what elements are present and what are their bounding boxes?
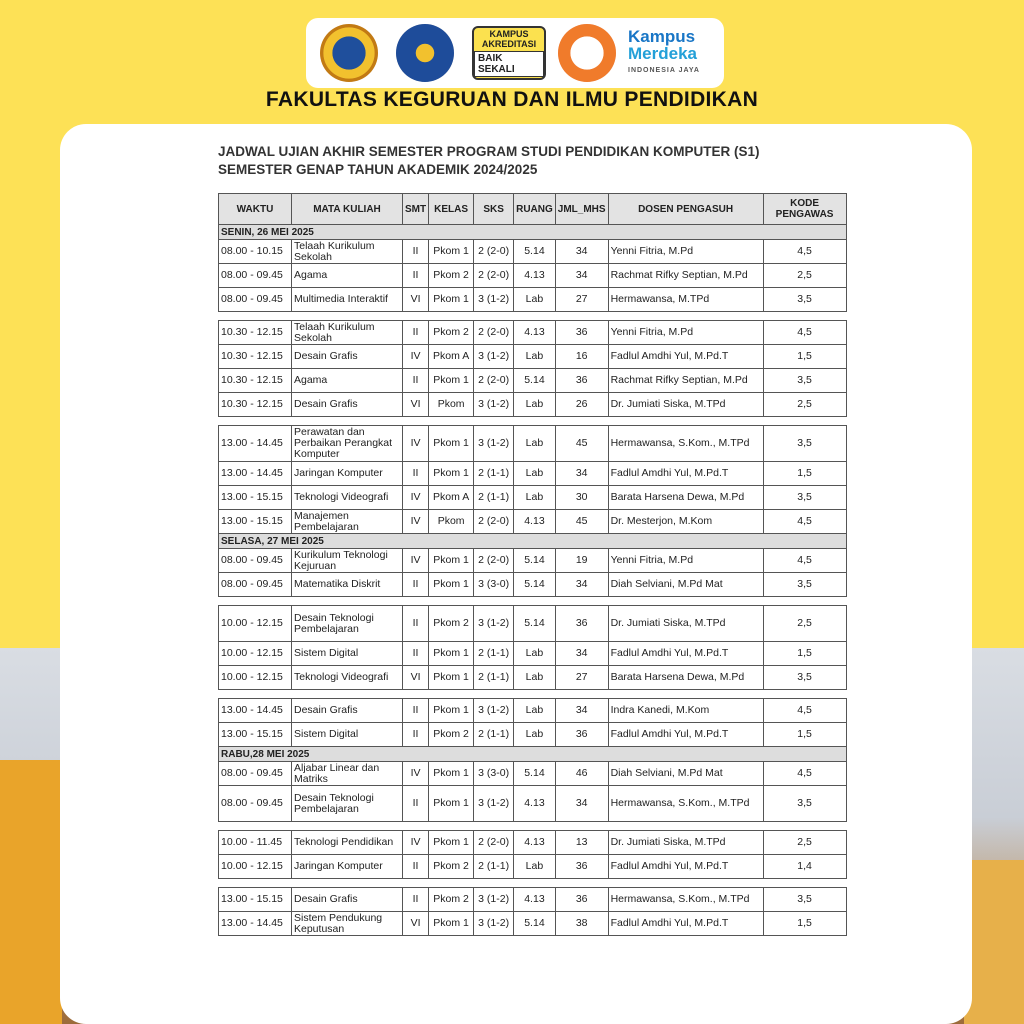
cell-kelas: Pkom A [429, 345, 474, 369]
cell-waktu: 10.00 - 12.15 [219, 666, 292, 690]
cell-smt: IV [403, 486, 429, 510]
cell-sks: 2 (2-0) [474, 549, 514, 573]
cell-kelas: Pkom 1 [429, 666, 474, 690]
cell-mata-kuliah: Agama [292, 264, 403, 288]
logo-bar [306, 18, 724, 88]
cell-kode-pengawas: 4,5 [763, 321, 846, 345]
university-seal-logo [320, 22, 378, 84]
cell-waktu: 08.00 - 09.45 [219, 549, 292, 573]
cell-kode-pengawas: 1,5 [763, 462, 846, 486]
cell-dosen: Hermawansa, S.Kom., M.TPd [608, 888, 763, 912]
university-seal-icon [320, 24, 378, 82]
cell-sks: 3 (1-2) [474, 345, 514, 369]
cell-smt: IV [403, 549, 429, 573]
accreditation-label: BAIK SEKALI [474, 51, 544, 77]
cell-sks: 3 (1-2) [474, 426, 514, 462]
ranking-seal-icon [558, 24, 616, 82]
cell-mata-kuliah: Manajemen Pembelajaran [292, 510, 403, 534]
cell-kelas: Pkom [429, 393, 474, 417]
cell-smt: VI [403, 393, 429, 417]
table-row [219, 888, 847, 912]
cell-kelas: Pkom [429, 510, 474, 534]
cell-dosen: Dr. Jumiati Siska, M.TPd [608, 831, 763, 855]
cell-dosen: Rachmat Rifky Septian, M.Pd [608, 369, 763, 393]
cell-kelas: Pkom 1 [429, 240, 474, 264]
cell-ruang: Lab [514, 462, 556, 486]
cell-jml-mhs: 38 [555, 912, 608, 936]
cell-kode-pengawas: 1,5 [763, 345, 846, 369]
cell-smt: VI [403, 288, 429, 312]
cell-waktu: 13.00 - 15.15 [219, 486, 292, 510]
cell-smt: II [403, 888, 429, 912]
cell-kelas: Pkom 1 [429, 426, 474, 462]
cell-smt: II [403, 723, 429, 747]
cell-dosen: Hermawansa, M.TPd [608, 288, 763, 312]
cell-waktu: 13.00 - 14.45 [219, 426, 292, 462]
cell-kode-pengawas: 3,5 [763, 666, 846, 690]
document-title-line1: JADWAL UJIAN AKHIR SEMESTER PROGRAM STUDI PENDIDIKAN KOMPUTER (S1) [218, 144, 760, 159]
cell-waktu: 10.00 - 11.45 [219, 831, 292, 855]
cell-jml-mhs: 30 [555, 486, 608, 510]
spacer-cell [219, 822, 847, 831]
cell-mata-kuliah: Perawatan dan Perbaikan Perangkat Komputer [292, 426, 403, 462]
cell-smt: II [403, 642, 429, 666]
document-title [218, 143, 760, 179]
cell-smt: VI [403, 912, 429, 936]
table-row [219, 606, 847, 642]
table-row [219, 264, 847, 288]
cell-jml-mhs: 34 [555, 642, 608, 666]
table-row [219, 666, 847, 690]
table-row [219, 831, 847, 855]
cell-sks: 2 (2-0) [474, 240, 514, 264]
cell-mata-kuliah: Desain Grafis [292, 888, 403, 912]
cell-jml-mhs: 19 [555, 549, 608, 573]
cell-jml-mhs: 16 [555, 345, 608, 369]
cell-sks: 2 (2-0) [474, 369, 514, 393]
cell-ruang: 4.13 [514, 321, 556, 345]
cell-ruang: Lab [514, 642, 556, 666]
cell-ruang: 5.14 [514, 606, 556, 642]
cell-ruang: Lab [514, 288, 556, 312]
cell-kode-pengawas: 3,5 [763, 486, 846, 510]
cell-mata-kuliah: Kurikulum Teknologi Kejuruan [292, 549, 403, 573]
background-building-right [964, 860, 1024, 1024]
cell-kode-pengawas: 2,5 [763, 606, 846, 642]
col-kelas: KELAS [429, 194, 474, 225]
col-ruang: RUANG [514, 194, 556, 225]
cell-mata-kuliah: Telaah Kurikulum Sekolah [292, 321, 403, 345]
table-row [219, 462, 847, 486]
cell-waktu: 08.00 - 09.45 [219, 786, 292, 822]
spacer-row [219, 690, 847, 699]
cell-mata-kuliah: Teknologi Pendidikan [292, 831, 403, 855]
cell-ruang: Lab [514, 393, 556, 417]
cell-smt: IV [403, 831, 429, 855]
cell-kelas: Pkom 1 [429, 288, 474, 312]
cell-waktu: 10.30 - 12.15 [219, 345, 292, 369]
table-row [219, 786, 847, 822]
cell-smt: IV [403, 426, 429, 462]
accreditation-mid: AKREDITASI [481, 39, 537, 49]
cell-kelas: Pkom 1 [429, 573, 474, 597]
cell-mata-kuliah: Telaah Kurikulum Sekolah [292, 240, 403, 264]
cell-mata-kuliah: Desain Grafis [292, 699, 403, 723]
kampus-word: Kampus [628, 26, 696, 46]
cell-smt: VI [403, 666, 429, 690]
cell-ruang: 4.13 [514, 510, 556, 534]
cell-sks: 3 (1-2) [474, 606, 514, 642]
spacer-row [219, 879, 847, 888]
cell-kelas: Pkom 2 [429, 264, 474, 288]
cell-sks: 3 (1-2) [474, 288, 514, 312]
cell-ruang: Lab [514, 855, 556, 879]
spacer-cell [219, 417, 847, 426]
cell-smt: II [403, 462, 429, 486]
table-row [219, 426, 847, 462]
cell-kelas: Pkom 1 [429, 762, 474, 786]
cell-mata-kuliah: Jaringan Komputer [292, 462, 403, 486]
cell-jml-mhs: 34 [555, 264, 608, 288]
cell-dosen: Fadlul Amdhi Yul, M.Pd.T [608, 723, 763, 747]
cell-kelas: Pkom 1 [429, 549, 474, 573]
cell-kelas: Pkom 1 [429, 786, 474, 822]
cell-waktu: 10.30 - 12.15 [219, 321, 292, 345]
table-row [219, 510, 847, 534]
cell-sks: 3 (1-2) [474, 786, 514, 822]
table-body [219, 225, 847, 936]
cell-dosen: Fadlul Amdhi Yul, M.Pd.T [608, 345, 763, 369]
table-row [219, 642, 847, 666]
cell-kelas: Pkom 2 [429, 855, 474, 879]
cell-dosen: Barata Harsena Dewa, M.Pd [608, 486, 763, 510]
cell-mata-kuliah: Desain Grafis [292, 345, 403, 369]
exam-schedule-table [218, 193, 847, 936]
cell-kode-pengawas: 3,5 [763, 426, 846, 462]
cell-sks: 2 (1-1) [474, 462, 514, 486]
cell-mata-kuliah: Jaringan Komputer [292, 855, 403, 879]
cell-dosen: Fadlul Amdhi Yul, M.Pd.T [608, 912, 763, 936]
col-kode-pengawas: KODE PENGAWAS [763, 194, 846, 225]
day-label: RABU,28 MEI 2025 [219, 747, 847, 762]
cell-mata-kuliah: Sistem Pendukung Keputusan [292, 912, 403, 936]
cell-sks: 3 (1-2) [474, 699, 514, 723]
cell-kelas: Pkom 2 [429, 888, 474, 912]
cell-smt: II [403, 606, 429, 642]
cell-sks: 2 (1-1) [474, 855, 514, 879]
spacer-cell [219, 879, 847, 888]
cell-dosen: Dr. Jumiati Siska, M.TPd [608, 393, 763, 417]
cell-jml-mhs: 36 [555, 606, 608, 642]
cell-ruang: 5.14 [514, 912, 556, 936]
spacer-row [219, 822, 847, 831]
cell-jml-mhs: 34 [555, 699, 608, 723]
cell-dosen: Yenni Fitria, M.Pd [608, 240, 763, 264]
col-smt: SMT [403, 194, 429, 225]
table-row [219, 762, 847, 786]
background-building-left [0, 760, 62, 1024]
cell-dosen: Hermawansa, S.Kom., M.TPd [608, 786, 763, 822]
cell-kode-pengawas: 2,5 [763, 393, 846, 417]
cell-kode-pengawas: 4,5 [763, 240, 846, 264]
cell-ruang: Lab [514, 699, 556, 723]
cell-kelas: Pkom A [429, 486, 474, 510]
cell-jml-mhs: 26 [555, 393, 608, 417]
day-label: SELASA, 27 MEI 2025 [219, 534, 847, 549]
cell-kode-pengawas: 4,5 [763, 510, 846, 534]
cell-sks: 3 (3-0) [474, 762, 514, 786]
cell-kode-pengawas: 3,5 [763, 573, 846, 597]
cell-waktu: 10.30 - 12.15 [219, 393, 292, 417]
cell-sks: 2 (2-0) [474, 510, 514, 534]
cell-kelas: Pkom 1 [429, 642, 474, 666]
cell-kode-pengawas: 1,5 [763, 723, 846, 747]
cell-jml-mhs: 36 [555, 855, 608, 879]
cell-mata-kuliah: Agama [292, 369, 403, 393]
cell-kelas: Pkom 1 [429, 912, 474, 936]
cell-dosen: Dr. Mesterjon, M.Kom [608, 510, 763, 534]
cell-dosen: Fadlul Amdhi Yul, M.Pd.T [608, 855, 763, 879]
cell-waktu: 13.00 - 14.45 [219, 462, 292, 486]
day-header-row [219, 747, 847, 762]
table-header-row [219, 194, 847, 225]
cell-ruang: 4.13 [514, 786, 556, 822]
cell-ruang: 5.14 [514, 573, 556, 597]
spacer-cell [219, 312, 847, 321]
cell-jml-mhs: 36 [555, 888, 608, 912]
table-row [219, 393, 847, 417]
table-row [219, 855, 847, 879]
cell-kode-pengawas: 2,5 [763, 831, 846, 855]
cell-ruang: 5.14 [514, 369, 556, 393]
cell-mata-kuliah: Desain Teknologi Pembelajaran [292, 606, 403, 642]
cell-kode-pengawas: 4,5 [763, 699, 846, 723]
cell-kode-pengawas: 4,5 [763, 549, 846, 573]
cell-dosen: Indra Kanedi, M.Kom [608, 699, 763, 723]
cell-kelas: Pkom 2 [429, 321, 474, 345]
cell-smt: II [403, 321, 429, 345]
table-row [219, 321, 847, 345]
cell-kode-pengawas: 1,5 [763, 912, 846, 936]
cell-waktu: 08.00 - 10.15 [219, 240, 292, 264]
cell-mata-kuliah: Desain Teknologi Pembelajaran [292, 786, 403, 822]
cell-jml-mhs: 45 [555, 510, 608, 534]
cell-sks: 2 (2-0) [474, 264, 514, 288]
faculty-title: FAKULTAS KEGURUAN DAN ILMU PENDIDIKAN [265, 88, 759, 111]
cell-smt: II [403, 786, 429, 822]
cell-mata-kuliah: Teknologi Videografi [292, 666, 403, 690]
cell-smt: II [403, 573, 429, 597]
cell-ruang: 4.13 [514, 888, 556, 912]
cell-kode-pengawas: 3,5 [763, 369, 846, 393]
cell-waktu: 10.00 - 12.15 [219, 606, 292, 642]
cell-dosen: Hermawansa, S.Kom., M.TPd [608, 426, 763, 462]
cell-sks: 3 (3-0) [474, 573, 514, 597]
col-dosen: DOSEN PENGASUH [608, 194, 763, 225]
table-row [219, 486, 847, 510]
cell-kode-pengawas: 1,5 [763, 642, 846, 666]
cell-kelas: Pkom 1 [429, 462, 474, 486]
cell-ruang: 4.13 [514, 831, 556, 855]
day-header-row [219, 225, 847, 240]
cell-dosen: Dr. Jumiati Siska, M.TPd [608, 606, 763, 642]
cell-sks: 2 (1-1) [474, 723, 514, 747]
cell-mata-kuliah: Aljabar Linear dan Matriks [292, 762, 403, 786]
cell-sks: 3 (1-2) [474, 888, 514, 912]
cell-ruang: 5.14 [514, 762, 556, 786]
accreditation-logo [472, 22, 546, 84]
cell-kelas: Pkom 2 [429, 723, 474, 747]
cell-mata-kuliah: Teknologi Videografi [292, 486, 403, 510]
cell-sks: 2 (2-0) [474, 321, 514, 345]
cell-kode-pengawas: 3,5 [763, 786, 846, 822]
document-title-line2: SEMESTER GENAP TAHUN AKADEMIK 2024/2025 [218, 162, 538, 177]
cell-jml-mhs: 36 [555, 723, 608, 747]
cell-smt: II [403, 699, 429, 723]
cell-kelas: Pkom 1 [429, 699, 474, 723]
table-row [219, 288, 847, 312]
cell-smt: II [403, 264, 429, 288]
table-row [219, 240, 847, 264]
cell-sks: 2 (1-1) [474, 486, 514, 510]
cell-dosen: Fadlul Amdhi Yul, M.Pd.T [608, 462, 763, 486]
cell-dosen: Barata Harsena Dewa, M.Pd [608, 666, 763, 690]
cell-kelas: Pkom 1 [429, 831, 474, 855]
table-row [219, 369, 847, 393]
cell-waktu: 13.00 - 14.45 [219, 699, 292, 723]
cell-dosen: Rachmat Rifky Septian, M.Pd [608, 264, 763, 288]
cell-jml-mhs: 46 [555, 762, 608, 786]
table-row [219, 549, 847, 573]
col-mata-kuliah: MATA KULIAH [292, 194, 403, 225]
cell-waktu: 13.00 - 15.15 [219, 510, 292, 534]
cell-mata-kuliah: Matematika Diskrit [292, 573, 403, 597]
spacer-cell [219, 690, 847, 699]
col-waktu: WAKTU [219, 194, 292, 225]
cell-ruang: 4.13 [514, 264, 556, 288]
cell-jml-mhs: 34 [555, 240, 608, 264]
cell-ruang: 5.14 [514, 240, 556, 264]
day-header-row [219, 534, 847, 549]
faculty-seal-logo [396, 22, 454, 84]
cell-smt: II [403, 855, 429, 879]
cell-waktu: 13.00 - 15.15 [219, 723, 292, 747]
cell-waktu: 13.00 - 15.15 [219, 888, 292, 912]
cell-waktu: 10.00 - 12.15 [219, 855, 292, 879]
cell-ruang: Lab [514, 426, 556, 462]
cell-dosen: Yenni Fitria, M.Pd [608, 321, 763, 345]
cell-dosen: Yenni Fitria, M.Pd [608, 549, 763, 573]
cell-jml-mhs: 36 [555, 369, 608, 393]
cell-mata-kuliah: Desain Grafis [292, 393, 403, 417]
spacer-row [219, 417, 847, 426]
cell-kode-pengawas: 1,4 [763, 855, 846, 879]
cell-sks: 3 (1-2) [474, 912, 514, 936]
cell-mata-kuliah: Multimedia Interaktif [292, 288, 403, 312]
spacer-row [219, 312, 847, 321]
cell-kelas: Pkom 1 [429, 369, 474, 393]
cell-smt: IV [403, 345, 429, 369]
day-label: SENIN, 26 MEI 2025 [219, 225, 847, 240]
cell-jml-mhs: 45 [555, 426, 608, 462]
cell-mata-kuliah: Sistem Digital [292, 642, 403, 666]
cell-ruang: Lab [514, 723, 556, 747]
cell-smt: IV [403, 510, 429, 534]
cell-jml-mhs: 13 [555, 831, 608, 855]
cell-smt: IV [403, 762, 429, 786]
cell-jml-mhs: 36 [555, 321, 608, 345]
kampus-merdeka-logo [628, 22, 700, 84]
merdeka-word: Merdeka [628, 43, 697, 63]
cell-mata-kuliah: Sistem Digital [292, 723, 403, 747]
cell-sks: 3 (1-2) [474, 393, 514, 417]
table-row [219, 573, 847, 597]
cell-jml-mhs: 34 [555, 573, 608, 597]
cell-sks: 2 (1-1) [474, 666, 514, 690]
cell-smt: II [403, 369, 429, 393]
cell-jml-mhs: 34 [555, 786, 608, 822]
cell-kode-pengawas: 3,5 [763, 888, 846, 912]
col-sks: SKS [474, 194, 514, 225]
col-jml-mhs: JML_MHS [555, 194, 608, 225]
cell-dosen: Diah Selviani, M.Pd Mat [608, 762, 763, 786]
cell-waktu: 08.00 - 09.45 [219, 762, 292, 786]
cell-waktu: 13.00 - 14.45 [219, 912, 292, 936]
cell-waktu: 10.30 - 12.15 [219, 369, 292, 393]
cell-jml-mhs: 27 [555, 288, 608, 312]
cell-ruang: Lab [514, 486, 556, 510]
faculty-seal-icon [396, 24, 454, 82]
cell-waktu: 08.00 - 09.45 [219, 264, 292, 288]
cell-dosen: Diah Selviani, M.Pd Mat [608, 573, 763, 597]
cell-sks: 2 (1-1) [474, 642, 514, 666]
table-row [219, 912, 847, 936]
cell-kelas: Pkom 2 [429, 606, 474, 642]
cell-kode-pengawas: 2,5 [763, 264, 846, 288]
cell-jml-mhs: 34 [555, 462, 608, 486]
spacer-cell [219, 597, 847, 606]
cell-ruang: 5.14 [514, 549, 556, 573]
ranking-seal-logo [558, 22, 616, 84]
cell-smt: II [403, 240, 429, 264]
cell-ruang: Lab [514, 345, 556, 369]
cell-jml-mhs: 27 [555, 666, 608, 690]
table-row [219, 699, 847, 723]
cell-waktu: 08.00 - 09.45 [219, 573, 292, 597]
cell-dosen: Fadlul Amdhi Yul, M.Pd.T [608, 642, 763, 666]
cell-sks: 2 (2-0) [474, 831, 514, 855]
cell-ruang: Lab [514, 666, 556, 690]
indonesia-jaya-word: INDONESIA JAYA [628, 66, 700, 74]
cell-waktu: 10.00 - 12.15 [219, 642, 292, 666]
accreditation-top: KAMPUS [489, 29, 529, 39]
cell-kode-pengawas: 4,5 [763, 762, 846, 786]
table-row [219, 723, 847, 747]
spacer-row [219, 597, 847, 606]
cell-waktu: 08.00 - 09.45 [219, 288, 292, 312]
cell-kode-pengawas: 3,5 [763, 288, 846, 312]
table-row [219, 345, 847, 369]
